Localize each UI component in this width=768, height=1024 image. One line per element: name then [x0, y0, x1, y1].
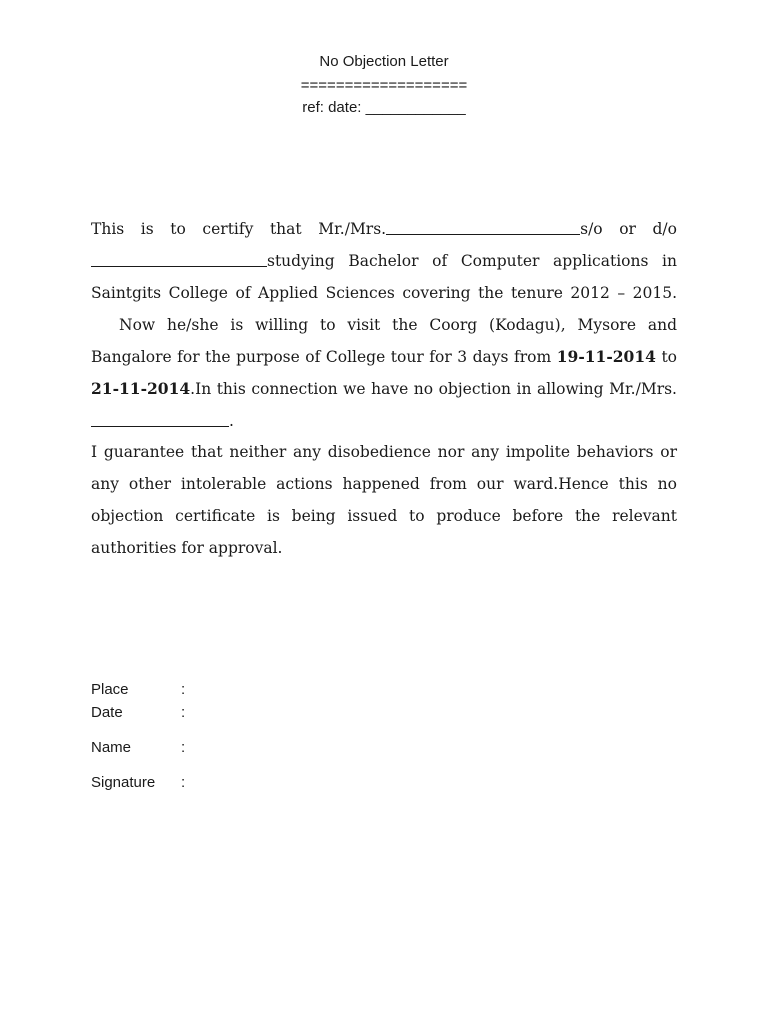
- date-field: [91, 703, 185, 723]
- relation-text: s/o or d/o: [580, 220, 677, 238]
- certify-text: This is to certify that Mr./Mrs.: [91, 220, 387, 238]
- date-from: 19-11-2014: [556, 347, 656, 366]
- to-text: to: [661, 348, 677, 366]
- date-colon: :: [181, 704, 186, 721]
- guarantee-paragraph: I guarantee that neither any disobedience nor any impolite behaviors or any other intolerable actions happened from our ward.Hence this no objection certificate is being issued to produce before the relevant authorities for approval.: [91, 443, 677, 557]
- tour-text: Now he/she is willing to visit the Coorg (Kodagu), Mysore and Bangalore for the purpose of College tour for 3 days from: [91, 316, 677, 366]
- place-label: Place: [91, 681, 129, 698]
- name-field: [91, 738, 185, 758]
- name-colon: :: [181, 739, 186, 756]
- title-underline: ===================: [300, 77, 468, 94]
- ref-date-line: ref: date: ____________: [302, 99, 466, 116]
- signature-field: [91, 773, 185, 793]
- period: .: [229, 412, 234, 430]
- certificate-paragraph: [91, 213, 677, 437]
- course-text: studying Bachelor of Computer applications in Saintgits College of Applied Sciences covering the tenure 2012 – 2015.: [91, 252, 677, 302]
- signature-label: Signature: [91, 774, 156, 791]
- parent-blank: [91, 265, 267, 267]
- date-label: Date: [91, 704, 123, 721]
- date-to: 21-11-2014: [91, 379, 191, 398]
- name-blank: [386, 233, 580, 235]
- place-colon: :: [181, 681, 186, 698]
- student-blank: [91, 425, 229, 427]
- name-label: Name: [91, 739, 132, 756]
- place-field: [91, 680, 185, 700]
- letter-title: No Objection Letter: [319, 53, 449, 70]
- objection-text: .In this connection we have no objection in allowing Mr./Mrs.: [190, 380, 677, 398]
- signature-colon: :: [181, 774, 186, 791]
